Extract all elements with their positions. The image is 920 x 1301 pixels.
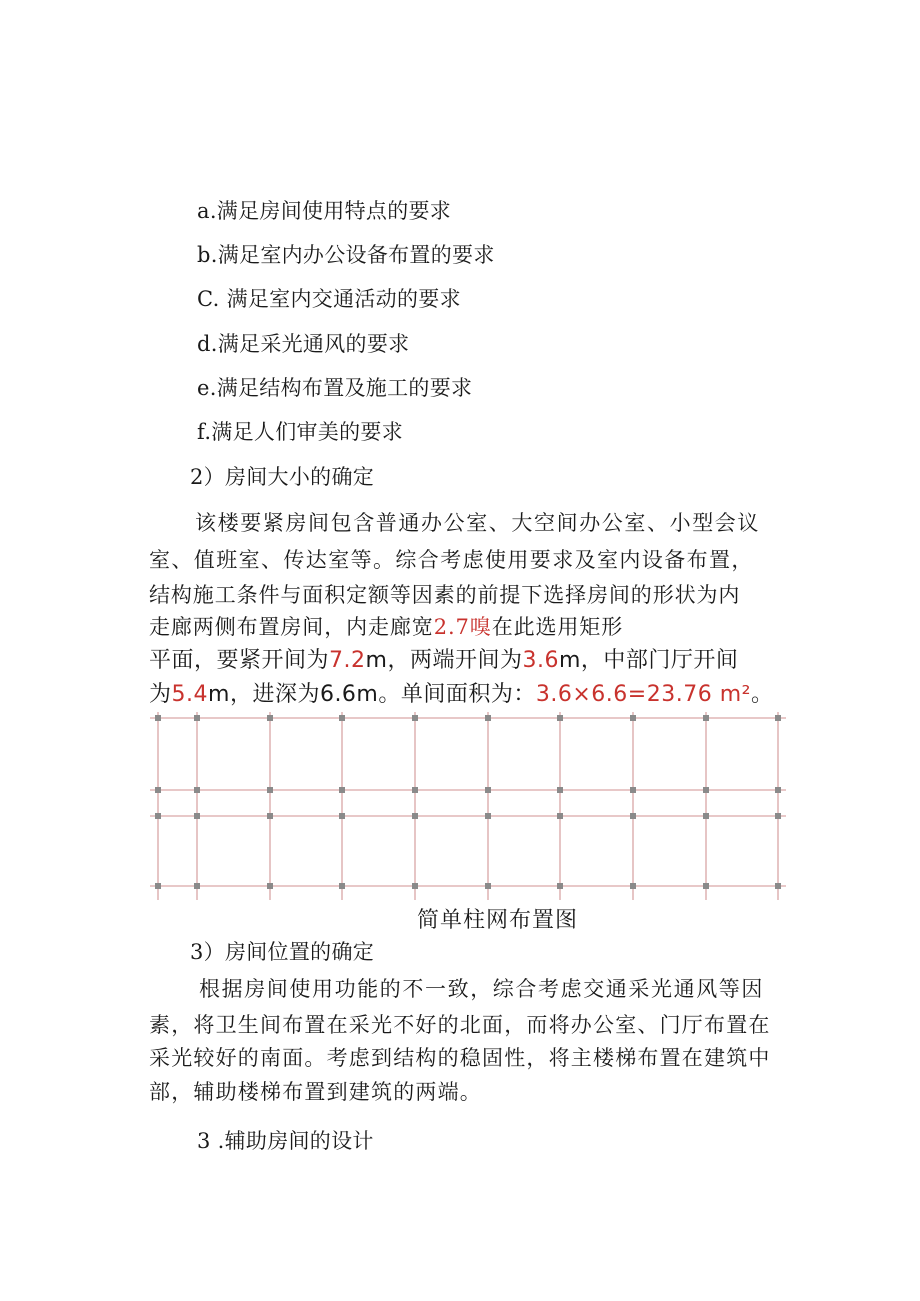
requirement-a: a.满足房间使用特点的要求 [197, 199, 452, 223]
column-marker [485, 813, 491, 819]
column-marker [155, 813, 161, 819]
room-size-para-line: 结构施工条件与面积定额等因素的前提下选择房间的形状为内 [149, 583, 741, 607]
column-marker [339, 883, 345, 889]
main-bay-value: 7.2 [329, 648, 366, 673]
figure-caption: 简单柱网布置图 [416, 908, 578, 933]
column-marker [155, 883, 161, 889]
column-marker [339, 787, 345, 793]
column-marker [194, 883, 200, 889]
room-position-para-line: 素，将卫生间布置在采光不好的北面，而将办公室、门厅布置在 [149, 1013, 771, 1037]
column-marker [630, 883, 636, 889]
column-marker [194, 787, 200, 793]
column-marker [339, 715, 345, 721]
column-marker [485, 715, 491, 721]
column-marker [267, 715, 273, 721]
column-marker [412, 813, 418, 819]
column-marker [194, 813, 200, 819]
room-size-para-line: 室、值班室、传达室等。综合考虑使用要求及室内设备布置， [149, 548, 754, 572]
requirement-d: d.满足采光通风的要求 [197, 332, 410, 356]
requirement-b: b.满足室内办公设备布置的要求 [197, 243, 495, 267]
section-heading-room-size: 2）房间大小的确定 [190, 465, 375, 489]
end-bay-value: 3.6 [522, 648, 559, 673]
room-size-bay-line [149, 646, 738, 676]
text-run: m，两端开间为 [365, 648, 523, 673]
column-marker [557, 813, 563, 819]
column-marker [703, 787, 709, 793]
lobby-bay-value: 5.4 [171, 682, 209, 707]
room-size-para-line [149, 612, 623, 642]
column-marker [557, 715, 563, 721]
text-run: 。 [750, 682, 774, 707]
room-position-para-line: 采光较好的南面。考虑到结构的稳固性，将主楼梯布置在建筑中 [149, 1046, 771, 1070]
column-marker [703, 883, 709, 889]
grid-lines [150, 712, 786, 900]
column-marker [703, 813, 709, 819]
room-size-area-line [149, 680, 773, 710]
column-marker [485, 787, 491, 793]
column-marker [194, 715, 200, 721]
section-heading-room-position: 3）房间位置的确定 [190, 940, 375, 964]
column-marker [775, 883, 781, 889]
column-marker [267, 787, 273, 793]
column-marker [267, 883, 273, 889]
column-marker [267, 813, 273, 819]
column-marker [557, 787, 563, 793]
column-marker [412, 715, 418, 721]
column-marker [155, 787, 161, 793]
text-run: 平面，要紧开间为 [149, 648, 330, 673]
text-run: 为 [149, 682, 172, 707]
requirement-e: e.满足结构布置及施工的要求 [197, 376, 473, 400]
column-marker [775, 813, 781, 819]
room-size-para-line: 该楼要紧房间包含普通办公室、大空间办公室、小型会议 [195, 511, 760, 535]
requirement-f: f.满足人们审美的要求 [197, 420, 403, 444]
room-position-para-line: 部，辅助楼梯布置到建筑的两端。 [149, 1080, 482, 1104]
column-marker [412, 787, 418, 793]
column-marker [775, 715, 781, 721]
corridor-width-value: 2.7嗅 [433, 615, 492, 639]
room-position-para-line: 根据房间使用功能的不一致，综合考虑交通采光通风等因 [199, 977, 764, 1001]
requirement-c: C. 满足室内交通活动的要求 [197, 287, 461, 311]
column-marker [412, 883, 418, 889]
column-marker [775, 787, 781, 793]
column-marker [339, 813, 345, 819]
column-marker [630, 715, 636, 721]
column-marker [557, 883, 563, 889]
column-marker [155, 715, 161, 721]
column-marker [485, 883, 491, 889]
column-grid-figure [150, 712, 786, 900]
column-marker [630, 787, 636, 793]
text-run: m，中部门厅开间 [558, 648, 739, 673]
room-area-value: 3.6×6.6=23.76 m² [535, 682, 751, 707]
column-marker [703, 715, 709, 721]
column-marker [630, 813, 636, 819]
text-run: 走廊两侧布置房间，内走廊宽 [149, 615, 434, 639]
text-run: 在此选用矩形 [491, 615, 624, 639]
grid-columns [155, 715, 781, 889]
section-heading-aux-rooms: 3 .辅助房间的设计 [197, 1129, 374, 1153]
text-run: m，进深为6.6m。单间面积为： [208, 682, 536, 707]
